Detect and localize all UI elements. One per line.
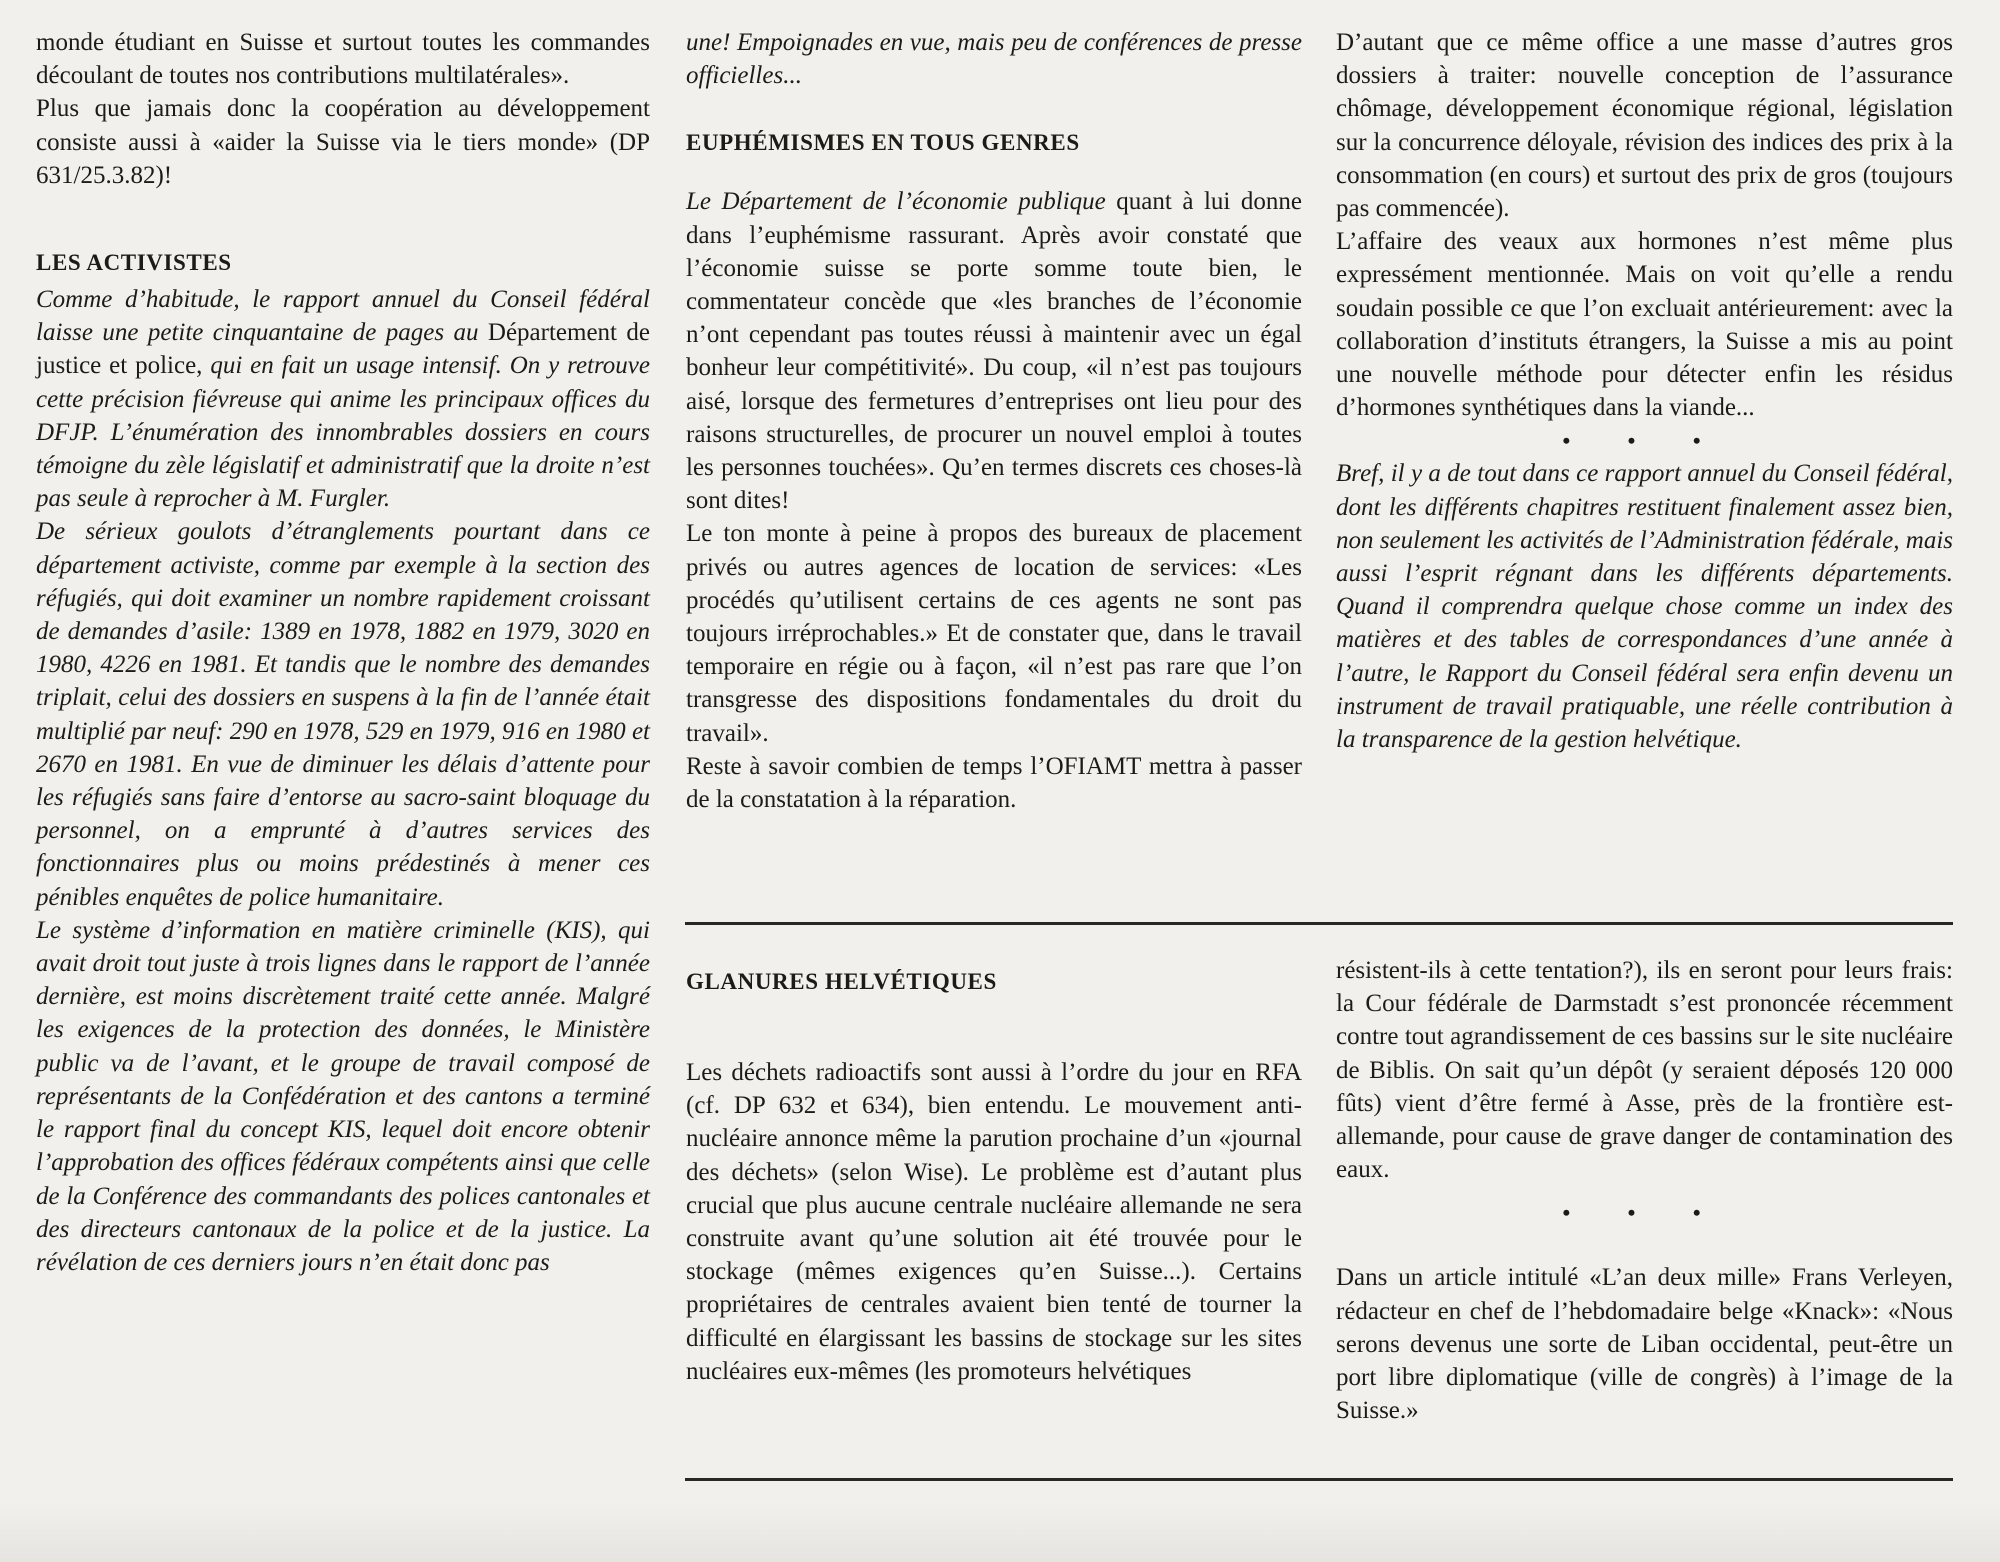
column-right-bottom	[1336, 954, 1953, 1427]
horizontal-rule	[685, 922, 1953, 925]
italic-text: Comme d’habitude, le rapport annuel du Conseil fédéral laisse une petite cinquantaine de pages au	[36, 286, 650, 347]
paragraph: D’autant que ce même office a une masse d’autres gros dossiers à traiter: nouvelle conception de l’assurance chômage, développement économique régional, législation sur la concurrence déloyale, révision des indices des prix à la consommation (en cours) et surtout des prix de gros (toujours pas commencée).	[1336, 29, 1953, 223]
horizontal-rule	[685, 1478, 1953, 1481]
column-right-top	[1336, 26, 1953, 756]
paragraph: Plus que jamais donc la coopération au développement consiste aussi à «aider la Suisse via le tiers monde» (DP 631/25.3.82)!	[36, 95, 650, 189]
section-heading-activistes: LES ACTIVISTES	[36, 250, 232, 276]
section-heading-euphemismes: EUPHÉMISMES EN TOUS GENRES	[686, 130, 1080, 156]
paragraph: monde étudiant en Suisse et surtout toutes les commandes découlant de toutes nos contributions multilatérales».	[36, 29, 650, 90]
column-middle-bottom	[686, 965, 1302, 1388]
paragraph	[36, 283, 650, 515]
section-heading-glanures: GLANURES HELVÉTIQUES	[686, 969, 997, 994]
section-separator-stars: • • •	[1562, 428, 1727, 454]
paragraph: résistent-ils à cette tentation?), ils en seront pour leurs frais: la Cour fédérale de Darmstadt s’est prononcée récemment contre tout agrandissement de ces bassins sur le site nucléaire de Biblis. On sait qu’un dépôt (y seraient déposés 120 000 fûts) vient d’être fermé à Asse, près de la frontière est-allemande, pour cause de grave danger de contamination des eaux.	[1336, 957, 1953, 1184]
section-separator-stars: • • •	[1562, 1200, 1727, 1226]
italic-text: Le Département de l’économie publique	[686, 188, 1106, 216]
paragraph: Bref, il y a de tout dans ce rapport annuel du Conseil fédéral, dont les différents chapitres restituent finalement assez bien, non seulement les activités de l’Administration fédérale, mais aussi l’esprit régnant dans les différents départements. Quand il comprendra quelque chose comme un index des matières et des tables de correspondances d’une année à l’autre, le Rapport du Conseil fédéral sera enfin devenu un instrument de travail pratiquable, une réelle contribution à la transparence de la gestion helvétique.	[1336, 460, 1953, 754]
paragraph: De sérieux goulots d’étranglements pourtant dans ce département activiste, comme par exemple à la section des réfugiés, qui doit examiner un nombre rapidement croissant de demandes d’asile: 1389 en 1978, 1882 en 1979, 3020 en 1980, 4226 en 1981. Et tandis que le nombre des demandes triplait, celui des dossiers en suspens à la fin de l’année était multiplié par neuf: 290 en 1978, 529 en 1979, 916 en 1980 et 2670 en 1981. En vue de diminuer les délais d’attente pour les réfugiés sans faire d’entorse au sacro-saint bloquage du personnel, on a emprunté à d’autres services des fonctionnaires plus ou moins prédestinés à mener ces pénibles enquêtes de police humanitaire.	[36, 518, 650, 911]
paragraph: Dans un article intitulé «L’an deux mille» Frans Verleyen, rédacteur en chef de l’hebdomadaire belge «Knack»: «Nous serons devenus une sorte de Liban occidental, peut-être un port libre diplomatique (ville de congrès) à l’image de la Suisse.»	[1336, 1264, 1953, 1425]
column-left	[36, 26, 650, 1279]
italic-text: qui en fait un usage intensif. On y retrouve cette précision fiévreuse qui anime les principaux offices du DFJP. L’énumération des innombrables dossiers en cours témoigne du zèle législatif et administratif que la droite n’est pas seule à reprocher à M. Furgler.	[36, 352, 650, 513]
paragraph: Les déchets radioactifs sont aussi à l’ordre du jour en RFA (cf. DP 632 et 634), bien entendu. Le mouvement anti-nucléaire annonce même la parution prochaine d’un «journal des déchets» (selon Wise). Le problème est d’autant plus crucial que plus aucune centrale nucléaire allemande ne sera construite avant qu’une solution ait été trouvée pour le stockage (mêmes exigences qu’en Suisse...). Certains propriétaires de centrales avaient bien tenté de tourner la difficulté en élargissant les bassins de stockage sur les sites nucléaires eux-mêmes (les promoteurs helvétiques	[686, 1059, 1302, 1385]
paragraph: Le système d’information en matière criminelle (KIS), qui avait droit tout juste à trois lignes dans le rapport de l’année dernière, est moins discrètement traité cette année. Malgré les exigences de la protection des données, le Ministère public va de l’avant, et le groupe de travail composé de représentants de la Confédération et des cantons a terminé le rapport final du concept KIS, lequel doit encore obtenir l’approbation des offices fédéraux compétents ainsi que celle de la Conférence des commandants des polices cantonales et des directeurs cantonaux de la police et de la justice. La révélation de ces derniers jours n’en était donc pas	[36, 916, 650, 1276]
scan-shading	[0, 1502, 2000, 1562]
paragraph	[686, 185, 1302, 517]
paragraph: Le ton monte à peine à propos des bureaux de placement privés ou autres agences de location de services: «Les procédés qu’utilisent certains de ces agents ne sont pas toujours irréprochables.» Et de constater que, dans le travail temporaire en régie ou à façon, «il n’est pas rare que l’on transgresse des dispositions fondamentales du droit du travail».	[686, 520, 1302, 747]
paragraph: L’affaire des veaux aux hormones n’est même plus expressément mentionnée. Mais on voit qu’elle a rendu soudain possible ce que l’on excluait antérieurement: avec la collaboration d’instituts étrangers, la Suisse a mis au point une nouvelle méthode pour détecter enfin les résidus d’hormones synthétiques dans la viande...	[1336, 228, 1953, 422]
paragraph: une! Empoignades en vue, mais peu de conférences de presse officielles...	[686, 29, 1302, 90]
paragraph: Reste à savoir combien de temps l’OFIAMT mettra à passer de la constatation à la réparation.	[686, 752, 1302, 814]
column-middle-top	[686, 26, 1302, 816]
roman-text: Département de justice et police,	[36, 319, 651, 380]
roman-text: quant à lui donne dans l’euphémisme rassurant. Après avoir constaté que l’économie suisse se porte somme toute bien, le commentateur concède que «les branches de l’économie n’ont cependant pas toutes réussi à maintenir avec un égal bonheur leur compétitivité». Du coup, «il n’est pas toujours aisé, lorsque des fermetures d’entreprises ont lieu pour des raisons structurelles, de procurer un nouvel emploi à toutes les personnes touchées». Qu’en termes discrets ces choses-là sont dites!	[686, 188, 1302, 515]
